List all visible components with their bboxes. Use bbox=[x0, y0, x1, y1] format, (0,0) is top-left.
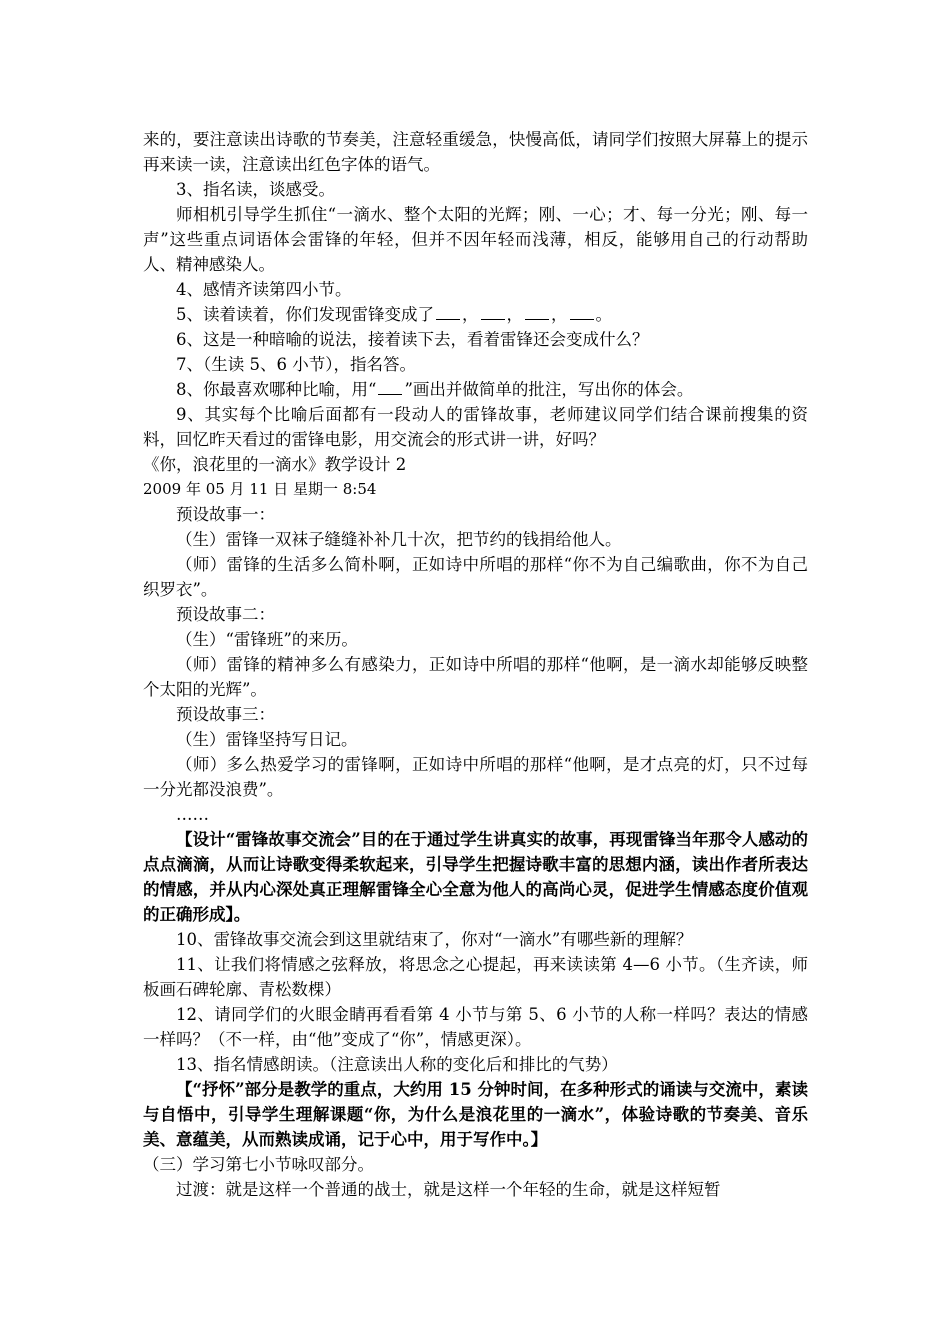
ellipsis: …… bbox=[176, 805, 209, 824]
fill-blank bbox=[570, 302, 594, 320]
step-13: 13、指名情感朗读。（注意读出人称的变化后和排比的气势） bbox=[176, 1055, 618, 1074]
step-5-text: 5、读着读着，你们发现雷锋变成了 bbox=[176, 305, 434, 324]
fill-blank bbox=[525, 302, 549, 320]
step-6: 6、这是一种暗喻的说法，接着读下去，看着雷锋还会变成什么？ bbox=[176, 330, 649, 349]
story-3-heading: 预设故事三： bbox=[176, 705, 275, 724]
story-2-heading: 预设故事二： bbox=[176, 605, 275, 624]
transition-paragraph: 过渡：就是这样一个普通的战士，就是这样一个年轻的生命，就是这样短暂 bbox=[176, 1180, 721, 1199]
step-12: 12、请同学们的火眼金睛再看看第 4 小节与第 5、6 小节的人称一样吗？表达的情感一样吗？（不一样，由“他”变成了“你”，情感更深）。 bbox=[143, 1005, 808, 1049]
design-note-2: 【“抒怀”部分是教学的重点，大约用 15 分钟时间，在多种形式的诵读与交流中，素读与自悟中，引导学生理解课题“你，为什么是浪花里的一滴水”，体验诗歌的节奏美、音乐美、意蕴美，从而熟读成诵，记于心中，用于写作中。】 bbox=[143, 1080, 808, 1149]
step-8-text-end: ”画出并做简单的批注，写出你的体会。 bbox=[404, 380, 694, 399]
paragraph-reading-guide: 来的，要注意读出诗歌的节奏美，注意轻重缓急，快慢高低，请同学们按照大屏幕上的提示再来读一读，注意读出红色字体的语气。 bbox=[143, 130, 808, 174]
fill-blank bbox=[436, 302, 460, 320]
story-1-teacher: （师）雷锋的生活多么简朴啊，正如诗中所唱的那样“你不为自己编歌曲，你不为自己织罗衣”。 bbox=[143, 555, 808, 599]
design-note-1: 【设计“雷锋故事交流会”目的在于通过学生讲真实的故事，再现雷锋当年那令人感动的点点滴滴，从而让诗歌变得柔软起来，引导学生把握诗歌丰富的思想内涵，读出作者所表达的情感，并从内心深处真正理解雷锋全心全意为他人的高尚心灵，促进学生情感态度价值观的正确形成】。 bbox=[143, 830, 808, 924]
story-2-teacher: （师）雷锋的精神多么有感染力，正如诗中所唱的那样“他啊，是一滴水却能够反映整个太阳的光辉”。 bbox=[143, 655, 808, 699]
separator: ， bbox=[551, 305, 568, 324]
step-10: 10、雷锋故事交流会到这里就结束了，你对“一滴水”有哪些新的理解？ bbox=[176, 930, 693, 949]
separator: ， bbox=[506, 305, 523, 324]
step-7: 7、（生读 5、6 小节），指名答。 bbox=[176, 355, 416, 374]
step-11: 11、让我们将情感之弦释放，将思念之心提起，再来读读第 4—6 小节。（生齐读，师板画石碑轮廓、青松数棵） bbox=[143, 955, 808, 999]
story-1-student: （生）雷锋一双袜子缝缝补补几十次，把节约的钱捐给他人。 bbox=[176, 530, 622, 549]
period: 。 bbox=[595, 305, 612, 324]
story-3-teacher: （师）多么热爱学习的雷锋啊，正如诗中所唱的那样“他啊，是才点亮的灯，只不过每一分光都没浪费”。 bbox=[143, 755, 808, 799]
story-1-heading: 预设故事一： bbox=[176, 505, 275, 524]
story-3-student: （生）雷锋坚持写日记。 bbox=[176, 730, 358, 749]
document-date: 2009 年 05 月 11 日 星期一 8:54 bbox=[143, 480, 377, 498]
document-title: 《你，浪花里的一滴水》教学设计 2 bbox=[143, 455, 407, 474]
step-8 bbox=[143, 377, 808, 402]
document-page bbox=[143, 127, 808, 1202]
fill-blank bbox=[481, 302, 505, 320]
step-8-text: 8、你最喜欢哪种比喻，用“ bbox=[176, 380, 377, 399]
paragraph-teacher-guide: 师相机引导学生抓住“一滴水、整个太阳的光辉；刚、一心；才、每一分光；刚、每一声”这些重点词语体会雷锋的年轻，但并不因年轻而浅薄，相反，能够用自己的行动帮助人、精神感染人。 bbox=[143, 205, 808, 274]
section-3-heading: （三）学习第七小节咏叹部分。 bbox=[143, 1155, 374, 1174]
step-4: 4、感情齐读第四小节。 bbox=[176, 280, 352, 299]
step-5 bbox=[143, 302, 808, 327]
story-2-student: （生）“雷锋班”的来历。 bbox=[176, 630, 358, 649]
step-3: 3、指名读，谈感受。 bbox=[176, 180, 335, 199]
separator: ， bbox=[462, 305, 479, 324]
fill-blank bbox=[378, 377, 402, 395]
step-9: 9、其实每个比喻后面都有一段动人的雷锋故事，老师建议同学们结合课前搜集的资料，回忆昨天看过的雷锋电影，用交流会的形式讲一讲，好吗？ bbox=[143, 405, 808, 449]
